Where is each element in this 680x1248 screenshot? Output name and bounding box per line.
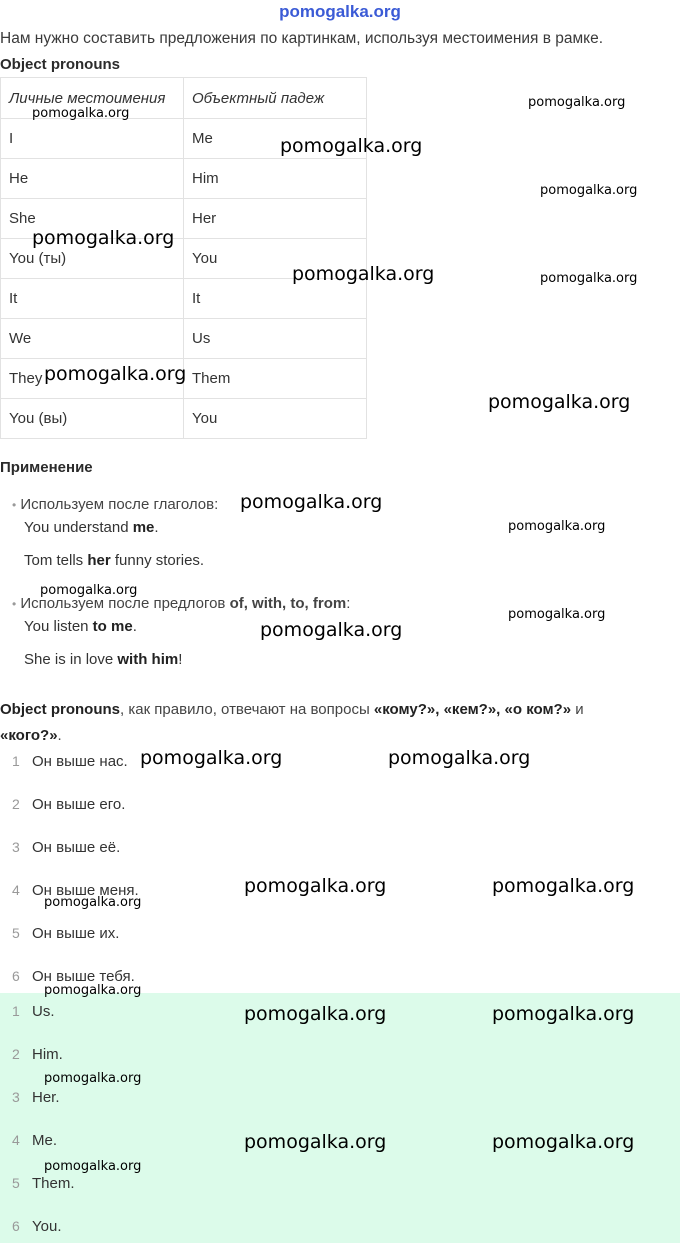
answer-number: 3 [12,1089,20,1105]
table-row [1,319,367,359]
watermark: pomogalka.org [240,491,383,513]
task-text: Он выше нас. [32,753,128,770]
task-text: Он выше тебя. [32,968,135,985]
watermark: pomogalka.org [244,1003,387,1025]
example-bold: her [87,552,111,569]
question-note [0,697,640,749]
example-text: She is in love [24,651,118,668]
watermark: pomogalka.org [32,227,175,249]
watermark: pomogalka.org [244,875,387,897]
table-cell: You [184,399,367,439]
example-text: ! [178,651,183,668]
example-text: You understand [24,519,133,536]
usage-rule-verbs [12,496,218,513]
answer-number: 1 [12,1003,20,1019]
answer-number: 4 [12,1132,20,1148]
table-cell: We [1,319,184,359]
note-text: , как правило, отвечают на вопросы [120,701,374,718]
example-text: You listen [24,618,93,635]
example-bold: with him [117,651,179,668]
watermark: pomogalka.org [528,95,626,110]
watermark: pomogalka.org [244,1131,387,1153]
bullet-icon: • [12,597,17,611]
answer-text: You. [32,1218,62,1235]
watermark: pomogalka.org [44,1071,142,1086]
table-cell: He [1,159,184,199]
table-cell: You (вы) [1,399,184,439]
example-3 [24,618,137,635]
watermark: pomogalka.org [540,271,638,286]
example-4 [24,651,182,668]
watermark: pomogalka.org [44,983,142,998]
note-bold: «кому?», «кем?», «о ком?» [373,701,572,718]
table-header: Объектный падеж [184,78,367,119]
table-header: Личные местоимения [1,78,184,119]
example-bold: to me [92,618,133,635]
note-text: и [571,701,584,718]
table-cell: Him [184,159,367,199]
watermark: pomogalka.org [292,263,435,285]
intro-text: Нам нужно составить предложения по картинкам, используя местоимения в рамке. [0,30,604,47]
task-text: Он выше его. [32,796,126,813]
example-bold: me [132,519,155,536]
table-cell: Them [184,359,367,399]
example-text: funny stories. [110,552,205,569]
watermark: pomogalka.org [32,106,130,121]
watermark: pomogalka.org [488,391,631,413]
task-number: 6 [12,968,20,984]
table-cell: Her [184,199,367,239]
watermark: pomogalka.org [44,363,187,385]
table-cell: It [184,279,367,319]
task-number: 3 [12,839,20,855]
watermark: pomogalka.org [40,583,138,598]
task-number: 1 [12,753,20,769]
task-text: Он выше меня. [32,882,139,899]
watermark: pomogalka.org [140,747,283,769]
watermark: pomogalka.org [44,1159,142,1174]
answer-text: Him. [32,1046,63,1063]
table-cell: I [1,119,184,159]
watermark: pomogalka.org [492,1003,635,1025]
watermark: pomogalka.org [44,895,142,910]
watermark: pomogalka.org [388,747,531,769]
answer-text: Her. [32,1089,60,1106]
task-text: Он выше её. [32,839,121,856]
answer-text: Them. [32,1175,75,1192]
table-row [1,159,367,199]
watermark: pomogalka.org [492,1131,635,1153]
answers-panel [0,993,680,1243]
note-bold: Object pronouns [0,701,120,718]
table-cell: Us [184,319,367,359]
rule-text: Используем после предлогов [20,595,230,612]
rule-text: Используем после глаголов: [20,496,219,513]
example-text: Tom tells [24,552,88,569]
rule-bold: of, with, to, from [229,595,347,612]
rule-text: : [346,595,351,612]
bullet-icon: • [12,498,17,512]
task-text: Он выше их. [32,925,120,942]
watermark: pomogalka.org [540,183,638,198]
answer-text: Us. [32,1003,55,1020]
answer-number: 5 [12,1175,20,1191]
note-bold: «кого?» [0,727,58,744]
section-heading-usage: Применение [0,459,93,476]
table-cell: They [1,359,184,399]
watermark: pomogalka.org [508,607,606,622]
table-cell: You [184,239,367,279]
answer-number: 6 [12,1218,20,1234]
watermark: pomogalka.org [492,875,635,897]
table-cell: She [1,199,184,239]
table-cell: Me [184,119,367,159]
table-cell: It [1,279,184,319]
table-cell: You (ты) [1,239,184,279]
note-text: . [57,727,62,744]
watermark: pomogalka.org [508,519,606,534]
section-heading-object-pronouns: Object pronouns [0,56,120,73]
example-text: . [132,618,137,635]
answer-text: Me. [32,1132,58,1149]
answer-number: 2 [12,1046,20,1062]
task-number: 4 [12,882,20,898]
watermark: pomogalka.org [260,619,403,641]
example-2 [24,552,204,569]
example-text: . [154,519,159,536]
watermark: pomogalka.org [280,135,423,157]
table-row [1,399,367,439]
example-1 [24,519,159,536]
task-number: 2 [12,796,20,812]
task-number: 5 [12,925,20,941]
site-logo[interactable]: pomogalka.org [279,2,401,21]
